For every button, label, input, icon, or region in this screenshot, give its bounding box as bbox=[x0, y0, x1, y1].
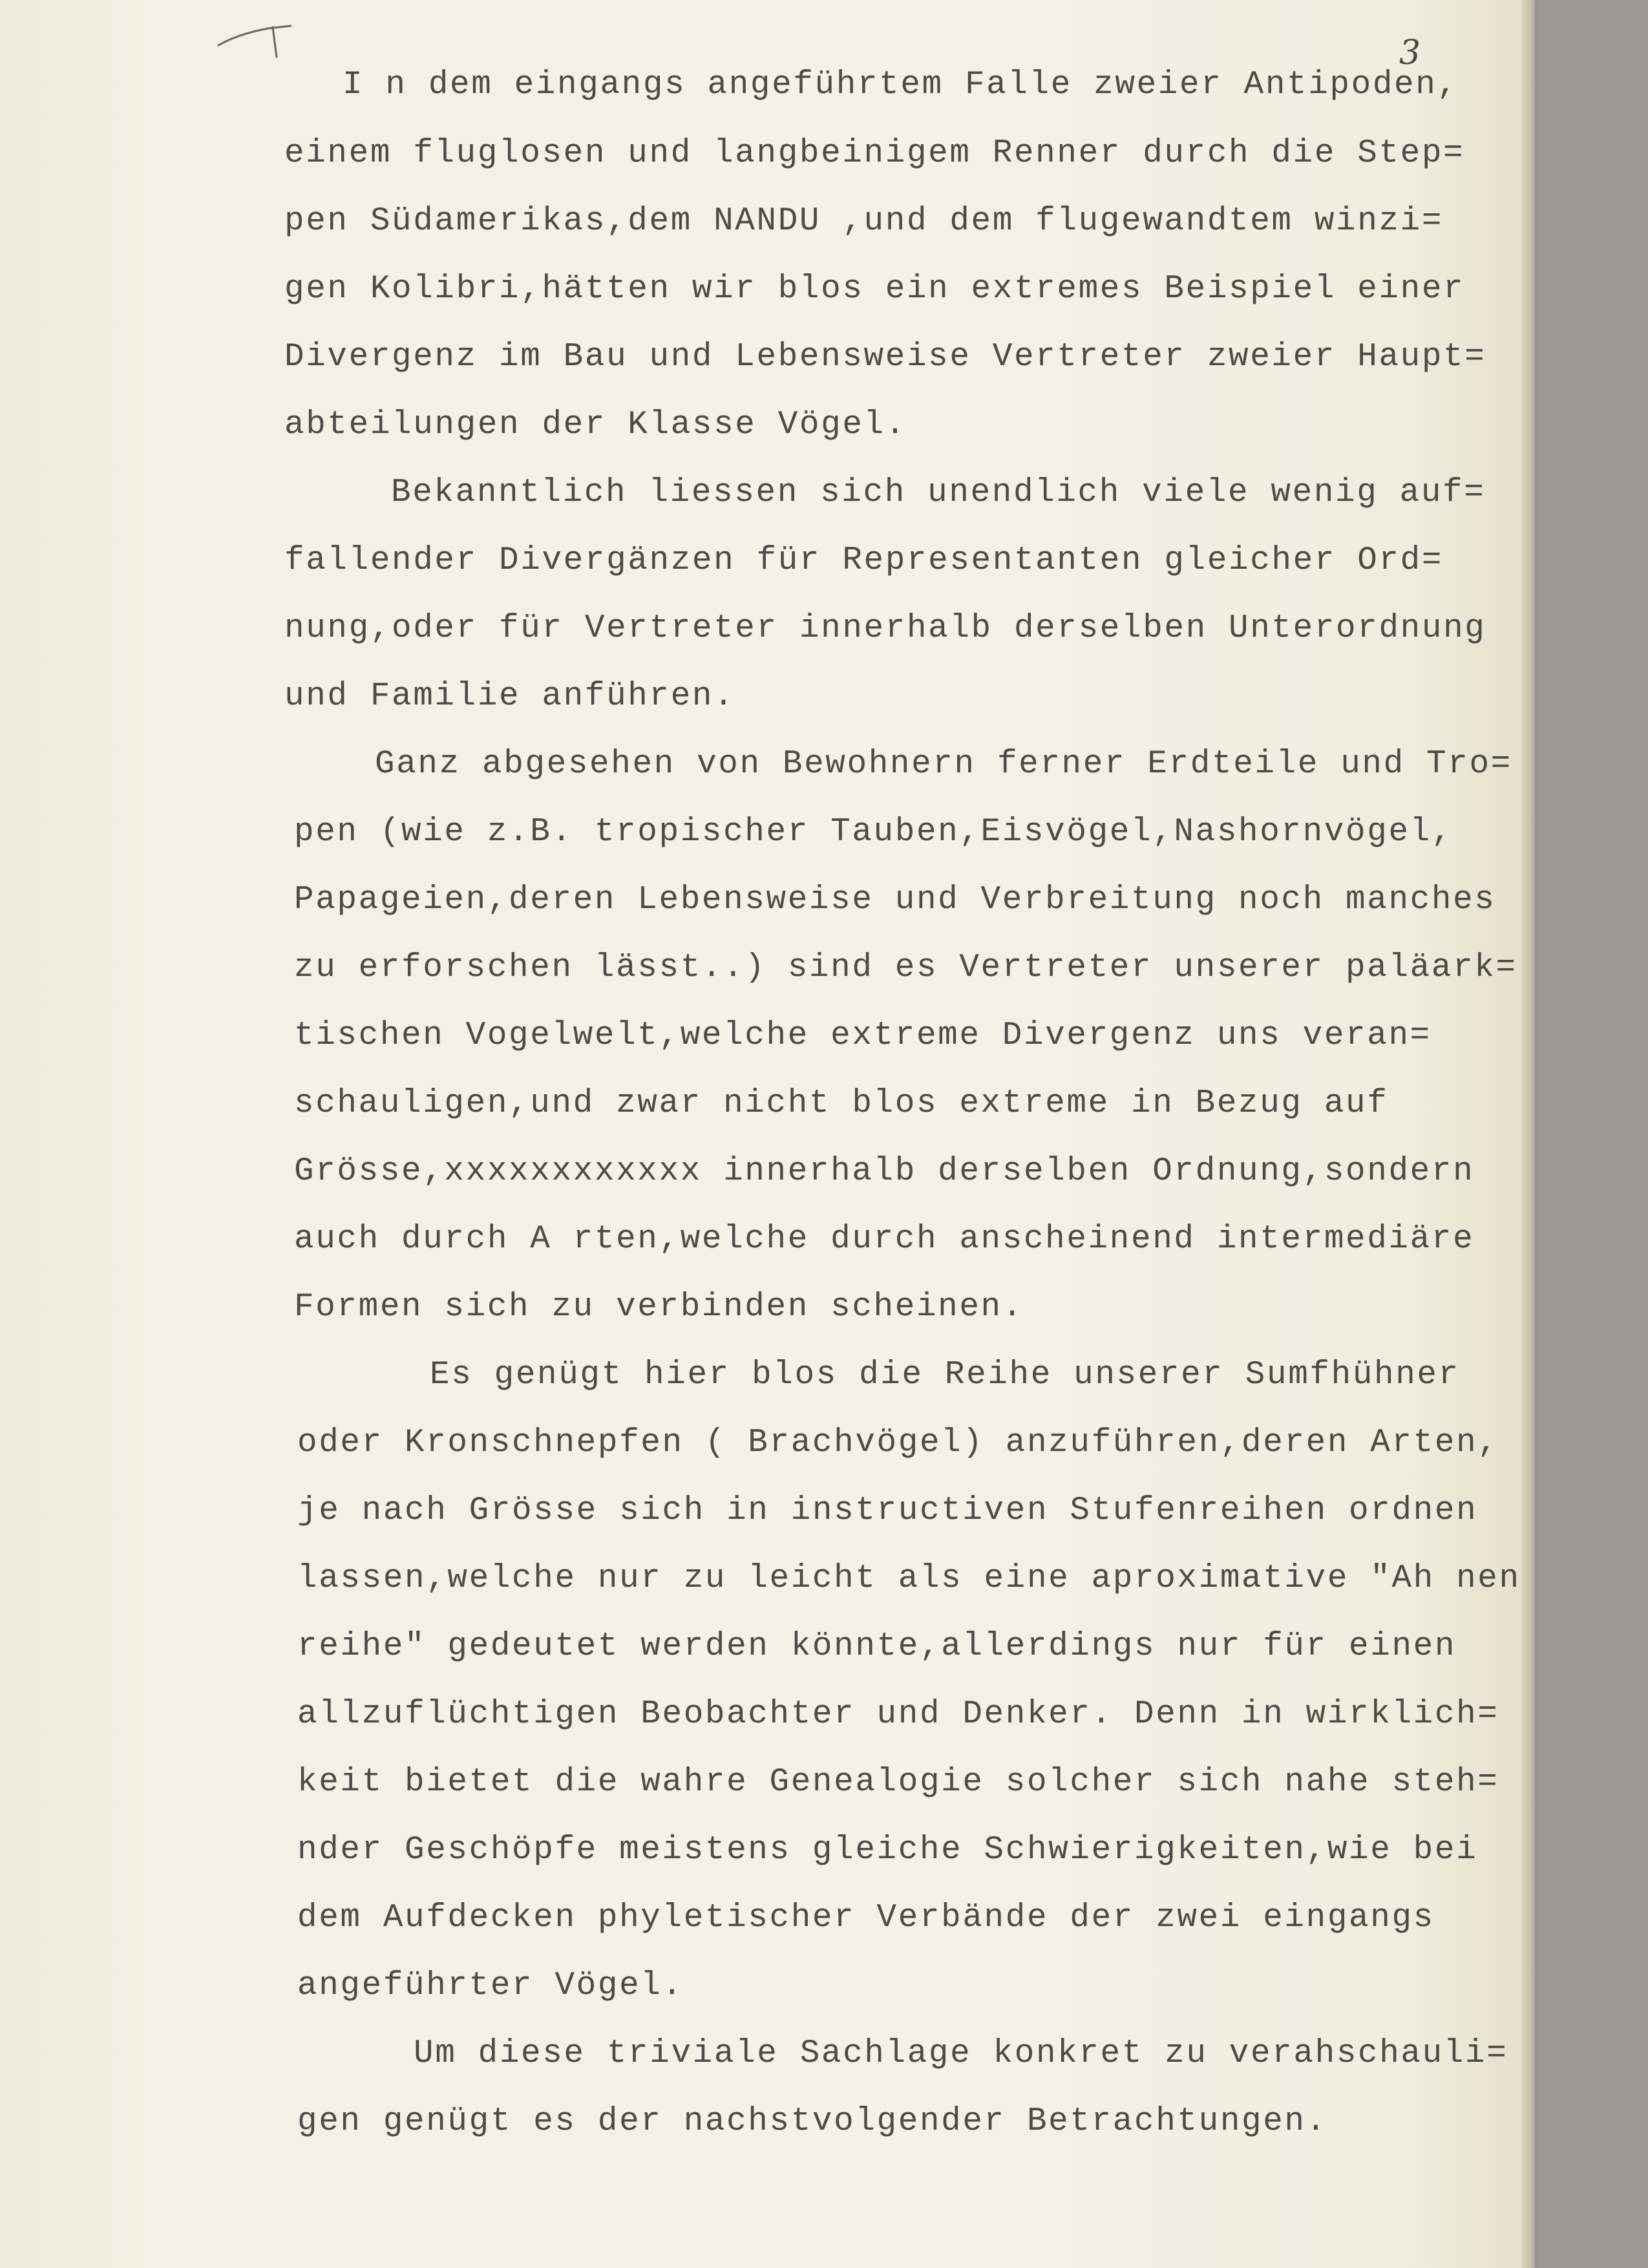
text-line: Formen sich zu verbinden scheinen. bbox=[294, 1289, 1024, 1326]
text-line: Ganz abgesehen von Bewohnern ferner Erdteile und Tro= bbox=[375, 746, 1512, 783]
text-line: oder Kronschnepfen ( Brachvögel) anzuführen,deren Arten, bbox=[297, 1425, 1499, 1461]
text-line: Es genügt hier blos die Reihe unserer Sumfhühner bbox=[430, 1357, 1460, 1394]
text-line: fallender Divergänzen für Representanten gleicher Ord= bbox=[284, 542, 1444, 579]
text-line: Papageien,deren Lebensweise und Verbreitung noch manches bbox=[294, 882, 1496, 918]
text-line: Grösse,xxxxxxxxxxxx innerhalb derselben Ordnung,sondern bbox=[294, 1153, 1475, 1190]
text-line: dem Aufdecken phyletischer Verbände der zwei eingangs bbox=[297, 1900, 1435, 1936]
text-line: pen (wie z.B. tropischer Tauben,Eisvögel,Nashornvögel, bbox=[294, 814, 1453, 851]
text-line: schauligen,und zwar nicht blos extreme in Bezug auf bbox=[294, 1085, 1389, 1122]
pencil-mark bbox=[213, 19, 304, 58]
text-line: nung,oder für Vertreter innerhalb derselben Unterordnung bbox=[284, 610, 1486, 647]
page-number: 3 bbox=[1399, 34, 1421, 72]
text-line: lassen,welche nur zu leicht als eine aproximative "Ah nen bbox=[297, 1560, 1521, 1597]
text-line: Bekanntlich liessen sich unendlich viele wenig auf= bbox=[391, 474, 1486, 511]
text-line: pen Südamerikas,dem NANDU ,und dem flugewandtem winzi= bbox=[284, 203, 1444, 240]
page-edge bbox=[1522, 0, 1535, 2268]
text-line: I n dem eingangs angeführtem Falle zweier Antipoden, bbox=[343, 67, 1459, 103]
text-line: keit bietet die wahre Genealogie solcher sich nahe steh= bbox=[297, 1764, 1499, 1801]
text-line: nder Geschöpfe meistens gleiche Schwierigkeiten,wie bei bbox=[297, 1832, 1478, 1869]
text-line: auch durch A rten,welche durch anscheinend intermediäre bbox=[294, 1221, 1475, 1258]
text-line: tischen Vogelwelt,welche extreme Divergenz uns veran= bbox=[294, 1017, 1431, 1054]
text-line: gen genügt es der nachstvolgender Betrachtungen. bbox=[297, 2103, 1327, 2140]
text-line: und Familie anführen. bbox=[284, 678, 735, 715]
text-line: reihe" gedeutet werden könnte,allerdings nur für einen bbox=[297, 1628, 1457, 1665]
text-line: je nach Grösse sich in instructiven Stufenreihen ordnen bbox=[297, 1492, 1478, 1529]
text-line: abteilungen der Klasse Vögel. bbox=[284, 407, 907, 443]
text-line: zu erforschen lässt..) sind es Vertreter unserer paläark= bbox=[294, 949, 1517, 986]
text-line: einem fluglosen und langbeinigem Renner durch die Step= bbox=[284, 135, 1465, 172]
text-line: Divergenz im Bau und Lebensweise Vertreter zweier Haupt= bbox=[284, 339, 1486, 376]
text-line: angeführter Vögel. bbox=[297, 1967, 684, 2004]
text-line: Um diese triviale Sachlage konkret zu verahschauli= bbox=[414, 2035, 1508, 2072]
text-line: gen Kolibri,hätten wir blos ein extremes Beispiel einer bbox=[284, 271, 1465, 308]
text-line: allzuflüchtigen Beobachter und Denker. Denn in wirklich= bbox=[297, 1696, 1499, 1733]
